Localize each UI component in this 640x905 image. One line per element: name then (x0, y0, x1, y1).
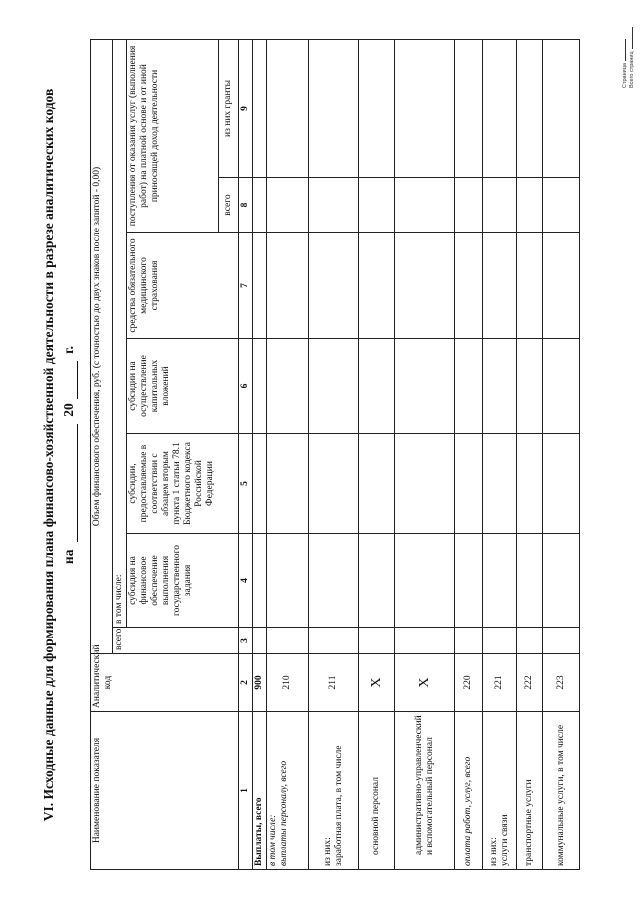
value-cell[interactable] (395, 534, 455, 628)
value-cell[interactable] (359, 628, 395, 654)
value-cell[interactable] (395, 434, 455, 534)
row-code: X (395, 654, 455, 712)
row-code: 220 (455, 654, 483, 712)
page-number-label: Страница (622, 63, 628, 88)
value-cell[interactable] (309, 39, 359, 177)
table-row (517, 39, 543, 869)
value-cell[interactable] (395, 628, 455, 654)
header-volume: Объем финансового обеспечения, руб. (с точностью до двух знаков после запятой - 0,00) (91, 39, 113, 653)
total-pages-line (629, 27, 635, 88)
value-cell[interactable] (359, 534, 395, 628)
value-cell[interactable] (517, 434, 543, 534)
value-cell[interactable] (309, 339, 359, 434)
value-cell[interactable] (359, 178, 395, 233)
header-indicator: Наименование показателя (91, 712, 239, 870)
analytic-codes-table (90, 39, 580, 870)
value-cell[interactable] (395, 178, 455, 233)
value-cell[interactable] (543, 339, 580, 434)
column-number: 2 (239, 654, 253, 712)
value-cell[interactable] (483, 434, 517, 534)
row-code: 211 (309, 654, 359, 712)
header-code: Аналитический код (91, 654, 239, 712)
table-row (309, 39, 359, 869)
value-cell[interactable] (267, 534, 309, 628)
value-cell[interactable] (309, 233, 359, 339)
value-cell[interactable] (455, 39, 483, 177)
header-subsidy-78: субсидии, предоставляемые в соответствии с абзацем вторым пункта 1 статьи 78.1 Бюджетного кодекса Российской Федерации (127, 434, 239, 534)
value-cell[interactable] (359, 39, 395, 177)
value-cell[interactable] (517, 178, 543, 233)
column-number: 1 (239, 712, 253, 870)
value-cell[interactable] (455, 434, 483, 534)
row-code: 222 (517, 654, 543, 712)
period-day-month-blank (63, 424, 78, 542)
row-label-line2: заработная плата, в том числе (333, 745, 344, 866)
value-cell[interactable] (543, 178, 580, 233)
value-cell[interactable] (543, 534, 580, 628)
value-cell[interactable] (395, 39, 455, 177)
row-label (483, 712, 517, 870)
period-year-prefix: 20 (61, 403, 76, 417)
period-prefix: на (61, 549, 76, 565)
value-cell[interactable] (267, 339, 309, 434)
row-label: Выплаты, всего (253, 712, 267, 870)
column-numbers-row (239, 39, 253, 869)
header-subsidy-state-task: субсидия на финансовое обеспечение выполнения государственного задания (127, 534, 239, 628)
page-number-blank[interactable] (625, 39, 626, 61)
column-number: 9 (239, 39, 253, 177)
value-cell[interactable] (359, 339, 395, 434)
row-code: 223 (543, 654, 580, 712)
table-row (395, 39, 455, 869)
value-cell[interactable] (455, 339, 483, 434)
value-cell[interactable] (483, 534, 517, 628)
row-label: транспортные услуги (517, 712, 543, 870)
value-cell[interactable] (543, 39, 580, 177)
value-cell[interactable] (483, 339, 517, 434)
row-label-line2: услуги связи (499, 814, 510, 866)
value-cell[interactable] (517, 233, 543, 339)
period-year-blank (63, 361, 78, 399)
value-cell[interactable] (267, 39, 309, 177)
column-number: 7 (239, 233, 253, 339)
value-cell[interactable] (483, 628, 517, 654)
row-label: коммунальные услуги, в том числе (543, 712, 580, 870)
value-cell[interactable] (483, 39, 517, 177)
table-row (253, 39, 267, 869)
column-number: 4 (239, 534, 253, 628)
header-subsidy-capital: субсидии на осуществление капитальных вложений (127, 339, 239, 434)
row-label (267, 712, 309, 870)
row-code: 210 (267, 654, 309, 712)
value-cell[interactable] (309, 628, 359, 654)
column-number: 6 (239, 339, 253, 434)
value-cell[interactable] (309, 534, 359, 628)
document-heading (40, 40, 78, 870)
row-label-line2: выплаты персоналу, всего (279, 760, 289, 866)
value-cell[interactable] (253, 339, 267, 434)
table-row (543, 39, 580, 869)
row-label (309, 712, 359, 870)
header-income: поступления от оказания услуг (выполнения работ) на платной основе и от иной приносящей доход деятельности (127, 39, 219, 232)
row-label: административно-управленческий и вспомогательный персонал (395, 712, 455, 870)
header-total: всего (113, 628, 239, 654)
value-cell[interactable] (455, 178, 483, 233)
header-including: в том числе: (113, 39, 127, 627)
header-oms: средства обязательного медицинского страхования (127, 233, 239, 339)
value-cell[interactable] (253, 178, 267, 233)
header-income-grants: из них гранты (219, 39, 239, 177)
value-cell[interactable] (543, 628, 580, 654)
value-cell[interactable] (395, 233, 455, 339)
total-pages-blank[interactable] (632, 27, 633, 49)
page-number-line (622, 39, 628, 88)
row-label: основной персонал (359, 712, 395, 870)
value-cell[interactable] (253, 628, 267, 654)
value-cell[interactable] (309, 434, 359, 534)
row-label-line1: из них: (488, 837, 499, 866)
table-row (267, 39, 309, 869)
column-number: 3 (239, 628, 253, 654)
value-cell[interactable] (455, 233, 483, 339)
value-cell[interactable] (483, 233, 517, 339)
row-label: оплата работ, услуг, всего (455, 712, 483, 870)
table-row (455, 39, 483, 869)
value-cell[interactable] (395, 339, 455, 434)
row-code: 221 (483, 654, 517, 712)
value-cell[interactable] (267, 628, 309, 654)
value-cell[interactable] (455, 534, 483, 628)
row-label-line1: в том числе: (268, 814, 278, 866)
value-cell[interactable] (517, 628, 543, 654)
rotated-page (40, 40, 600, 870)
row-label-line1: из них: (322, 837, 333, 866)
period-suffix: г. (61, 345, 76, 354)
document-title: VI. Исходные данные для формирования плана финансово-хозяйственной деятельности в разрезе аналитических кодов (41, 88, 56, 822)
value-cell[interactable] (267, 178, 309, 233)
value-cell[interactable] (359, 233, 395, 339)
period-line (60, 40, 78, 870)
header-row-1 (91, 39, 113, 869)
value-cell[interactable] (543, 434, 580, 534)
value-cell[interactable] (455, 628, 483, 654)
value-cell[interactable] (543, 233, 580, 339)
value-cell[interactable] (517, 534, 543, 628)
value-cell[interactable] (253, 39, 267, 177)
page-counter (622, 40, 635, 88)
table-row (483, 39, 517, 869)
table-row (359, 39, 395, 869)
row-code: 900 (253, 654, 267, 712)
value-cell[interactable] (253, 434, 267, 534)
column-number: 8 (239, 178, 253, 233)
value-cell[interactable] (267, 233, 309, 339)
total-pages-label: Всего страниц (629, 51, 635, 88)
header-income-total: всего (219, 178, 239, 233)
value-cell[interactable] (253, 233, 267, 339)
value-cell[interactable] (267, 434, 309, 534)
value-cell[interactable] (483, 178, 517, 233)
row-code: X (359, 654, 395, 712)
value-cell[interactable] (253, 534, 267, 628)
value-cell[interactable] (309, 178, 359, 233)
column-number: 5 (239, 434, 253, 534)
value-cell[interactable] (517, 39, 543, 177)
value-cell[interactable] (517, 339, 543, 434)
value-cell[interactable] (359, 434, 395, 534)
